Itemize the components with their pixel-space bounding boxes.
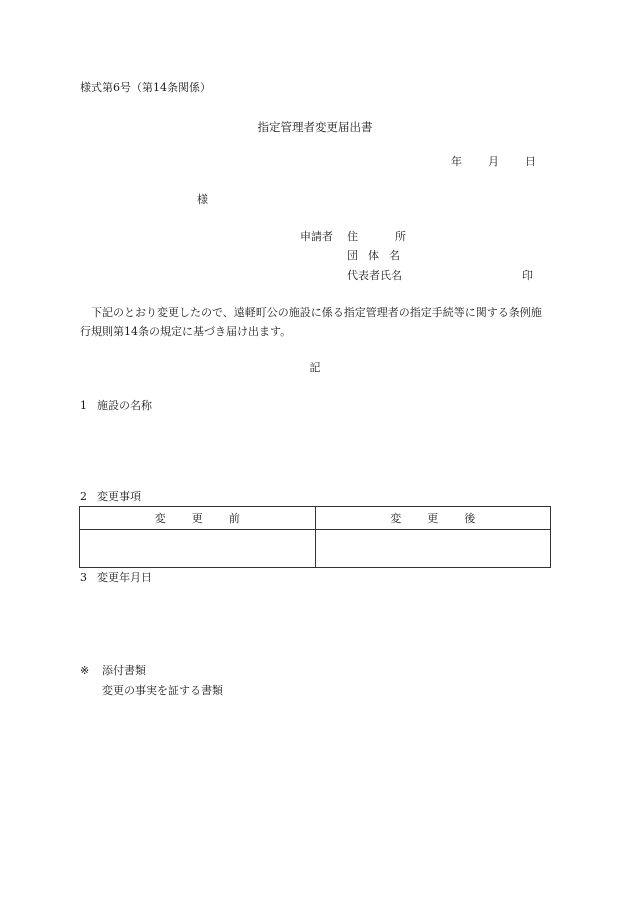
organization-label: 団 体 名 <box>347 249 400 262</box>
address-label: 住 所 <box>347 230 406 243</box>
addressee-honorific: 様 <box>197 193 208 206</box>
representative-label: 代表者氏名 <box>347 269 402 282</box>
section-title: 変更年月日 <box>97 571 152 584</box>
section-number: 3 <box>80 571 87 584</box>
attachments-title: 添付書類 <box>102 664 146 677</box>
section-title: 変更事項 <box>97 490 141 503</box>
section-title: 施設の名称 <box>97 399 152 412</box>
seal-mark: 印 <box>522 269 533 282</box>
body-paragraph: 下記のとおり変更したので、遠軽町公の施設に係る指定管理者の指定手続等に関する条例施行規則第14条の規定に基づき届け出ます。 <box>80 306 542 338</box>
attachment-item: 変更の事実を証する書類 <box>102 684 223 697</box>
cell-after <box>315 530 551 568</box>
date-line <box>451 155 536 169</box>
note-asterisk-mark: ※ <box>80 664 90 677</box>
header-before: 変 更 前 <box>80 507 316 530</box>
date-month: 月 <box>488 155 499 168</box>
document-title: 指定管理者変更届出書 <box>257 120 373 134</box>
section-change-date <box>80 571 152 585</box>
form-number: 様式第6号（第14条関係） <box>80 81 211 94</box>
table-row <box>80 530 551 568</box>
header-after: 変 更 後 <box>315 507 551 530</box>
table-header-row <box>80 507 551 530</box>
section-facility-name <box>80 399 152 413</box>
section-number: 1 <box>80 399 87 412</box>
date-day: 日 <box>525 155 536 168</box>
note-mark: 記 <box>309 361 321 374</box>
change-table <box>79 506 551 568</box>
attachments-heading <box>80 664 146 678</box>
applicant-label: 申請者 <box>300 230 333 243</box>
section-change-items <box>80 490 141 504</box>
cell-before <box>80 530 316 568</box>
date-year: 年 <box>451 155 462 168</box>
section-number: 2 <box>80 490 87 503</box>
